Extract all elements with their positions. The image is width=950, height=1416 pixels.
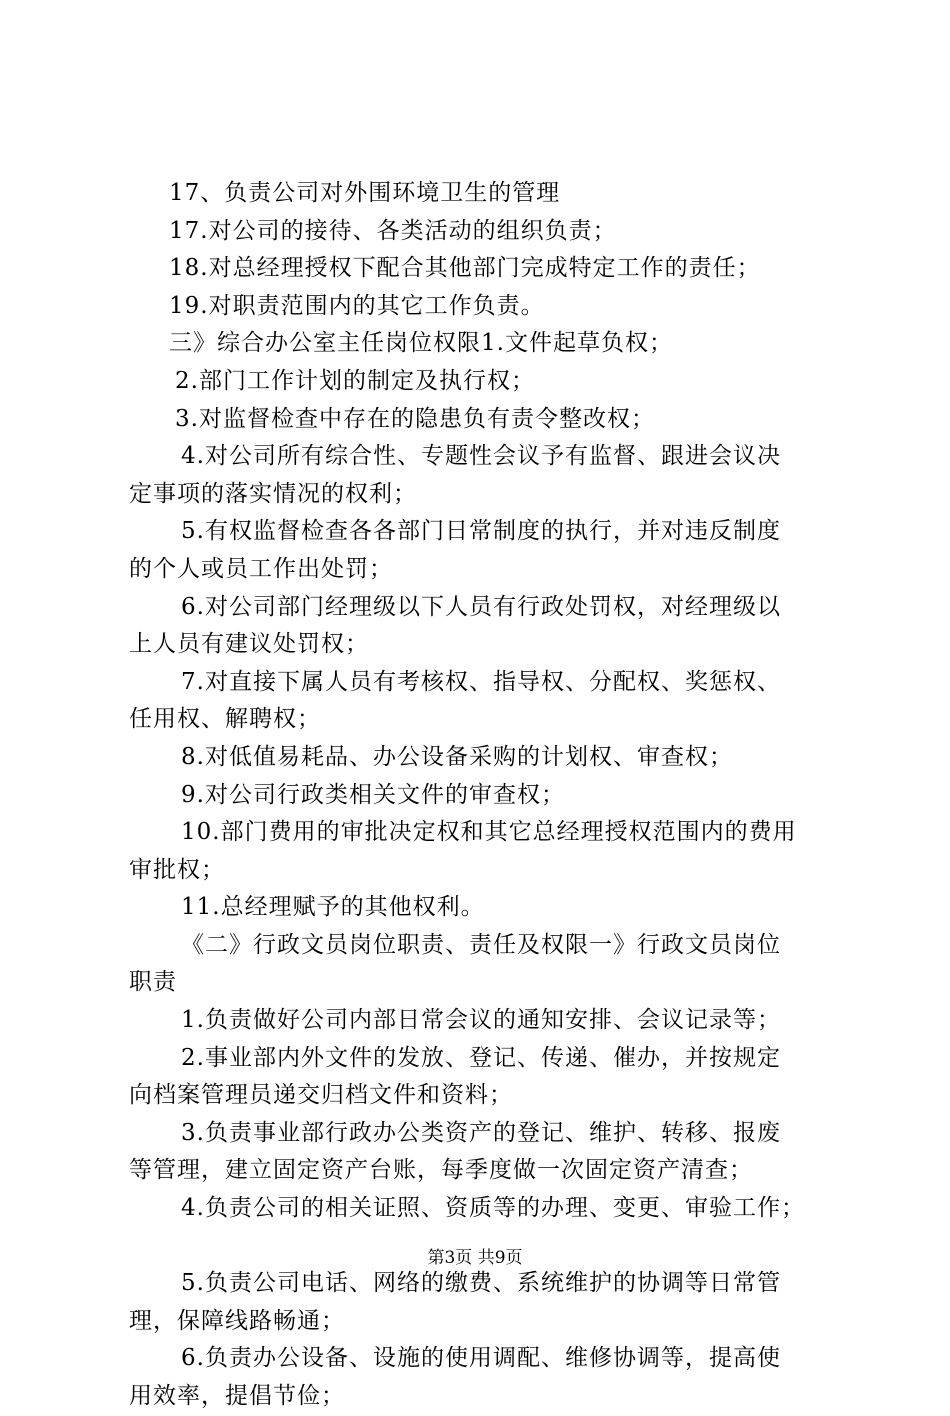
text-line: 2.事业部内外文件的发放、登记、传递、催办，并按规定 bbox=[181, 1044, 781, 1071]
text-line: 9.对公司行政类相关文件的审查权； bbox=[181, 781, 565, 808]
text-line: 6.对公司部门经理级以下人员有行政处罚权，对经理级以 bbox=[181, 593, 781, 620]
text-line: 17.对公司的接待、各类活动的组织负责； bbox=[169, 217, 617, 244]
text-line: 任用权、解聘权； bbox=[129, 706, 321, 733]
text-line: 三》综合办公室主任岗位权限1.文件起草负权； bbox=[169, 330, 673, 357]
text-line: 4.对公司所有综合性、专题性会议予有监督、跟进会议决 bbox=[181, 443, 781, 470]
text-line: 8.对低值易耗品、办公设备采购的计划权、审查权； bbox=[181, 743, 733, 770]
text-line: 11.总经理赋予的其他权利。 bbox=[181, 894, 485, 921]
document-body bbox=[129, 175, 829, 1416]
text-line: 1.负责做好公司内部日常会议的通知安排、会议记录等； bbox=[181, 1007, 781, 1034]
text-line: 2.部门工作计划的制定及执行权； bbox=[175, 367, 535, 394]
text-line: 理，保障线路畅通； bbox=[129, 1307, 345, 1334]
text-line: 上人员有建议处罚权； bbox=[129, 631, 369, 658]
text-line: 3.对监督检查中存在的隐患负有责令整改权； bbox=[175, 405, 655, 432]
text-line: 向档案管理员递交归档文件和资料； bbox=[129, 1082, 513, 1109]
text-line: 等管理，建立固定资产台账，每季度做一次固定资产清查； bbox=[129, 1157, 753, 1184]
text-line: 定事项的落实情况的权利； bbox=[129, 480, 417, 507]
text-line: 《二》行政文员岗位职责、责任及权限一》行政文员岗位 bbox=[181, 931, 781, 958]
text-line: 19.对职责范围内的其它工作负责。 bbox=[169, 292, 545, 319]
text-line: 4.负责公司的相关证照、资质等的办理、变更、审验工作； bbox=[181, 1195, 805, 1222]
text-line: 5.有权监督检查各各部门日常制度的执行，并对违反制度 bbox=[181, 518, 781, 545]
text-line: 5.负责公司电话、网络的缴费、系统维护的协调等日常管 bbox=[181, 1270, 781, 1297]
text-line: 6.负责办公设备、设施的使用调配、维修协调等，提高使 bbox=[181, 1345, 781, 1372]
text-line: 的个人或员工作出处罚； bbox=[129, 555, 393, 582]
text-line: 3.负责事业部行政办公类资产的登记、维护、转移、报废 bbox=[181, 1119, 781, 1146]
text-line: 17、负责公司对外围环境卫生的管理 bbox=[169, 180, 561, 206]
text-line: 审批权； bbox=[129, 856, 225, 883]
text-line: 用效率，提倡节俭； bbox=[129, 1383, 345, 1409]
text-line: 职责 bbox=[129, 969, 177, 996]
text-line: 7.对直接下属人员有考核权、指导权、分配权、奖惩权、 bbox=[181, 668, 781, 695]
text-line: 10.部门费用的审批决定权和其它总经理授权范围内的费用 bbox=[181, 819, 797, 846]
page-footer: 第3页 共9页 bbox=[427, 1248, 523, 1268]
text-line: 18.对总经理授权下配合其他部门完成特定工作的责任； bbox=[169, 255, 761, 282]
